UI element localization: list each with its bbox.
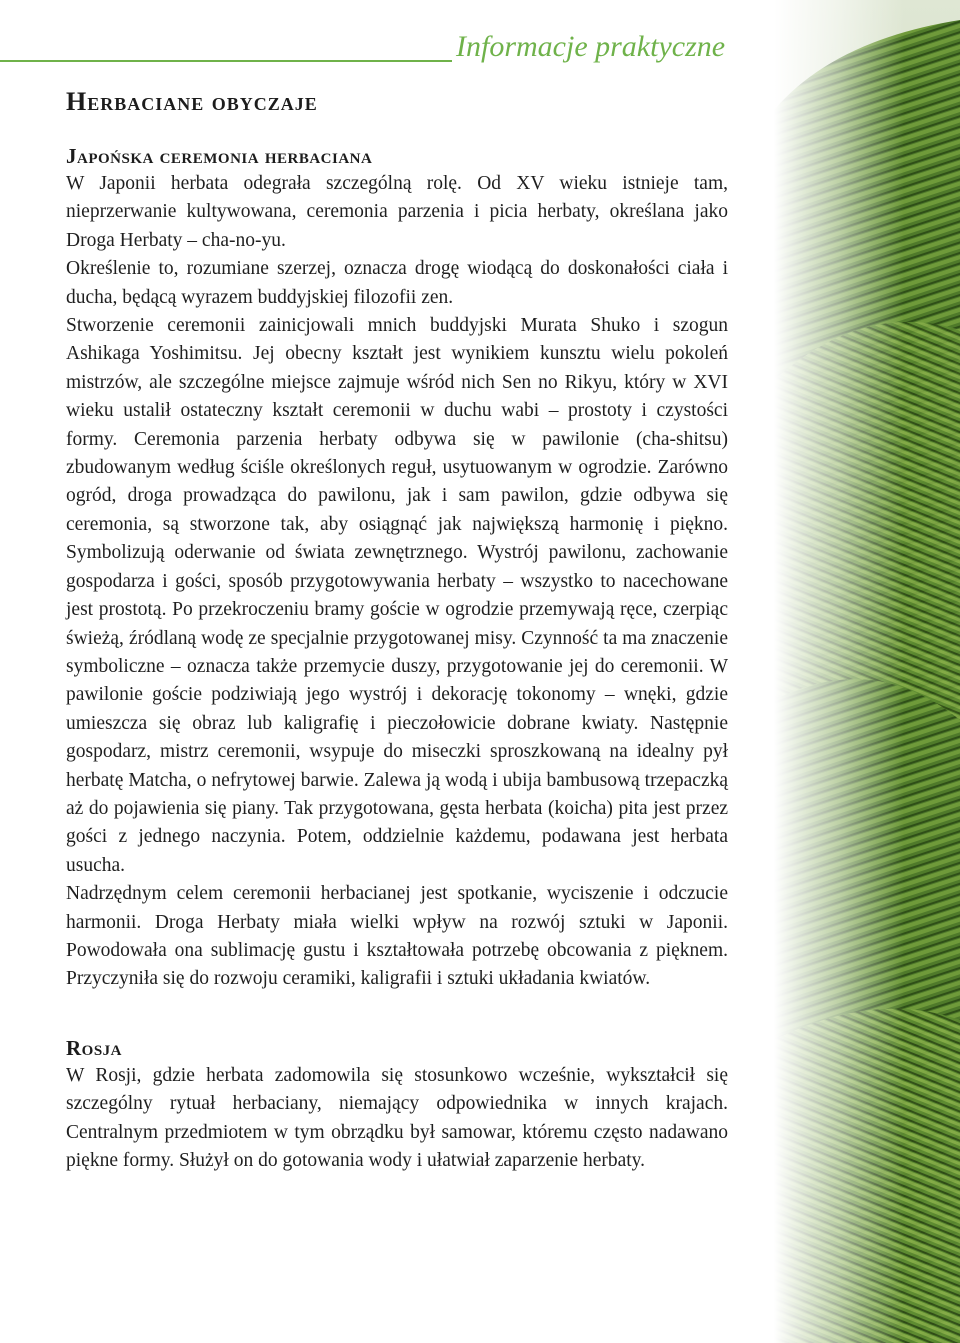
paragraph: Stworzenie ceremonii zainicjowali mnich buddyjski Murata Shuko i szogun Ashikaga Yoshimitsu. Jej obecny kształt jest wynikiem kunsztu wielu pokoleń mistrzów, ale szczególne miejsce zajmuje wśród nich Sen no Rikyu, który w XVI wieku ustalił ostateczny kształt ceremonii w duchu wabi – prostoty i czystości formy. Ceremonia parzenia herbaty odbywa się w pawilonie (cha-shitsu) zbudowanym według ściśle określonych reguł, usytuowanym w ogrodzie. Zarówno ogród, droga prowadząca do pawilonu, jak i sam pawilon, gdzie odbywa się ceremonia, są stworzone tak, aby osiągnąć jak największą harmonię i piękno. Symbolizują oderwanie od świata zewnętrznego. Wystrój pawilonu, zachowanie gospodarza i gości, sposób przygotowywania herbaty – wszystko to nacechowane jest prostotą. Po przekroczeniu bramy goście w ogrodzie przemywają ręce, czerpiąc świeżą, źródlaną wodę ze specjalnie przygotowanej misy. Czynność ta ma znaczenie symboliczne – oznacza także przemycie duszy, przygotowanie jej do ceremonii. W pawilonie goście podziwiają jego wystrój i dekorację tokonomy – wnęki, gdzie umieszcza się obraz lub kaligrafię i pieczołowicie dobrane kwiaty. Następnie gospodarz, mistrz ceremonii, wsypuje do miseczki sproszkowaną na idealny pył herbatę Matcha, o nefrytowej barwie. Zalewa ją wodą i ubija bambusową trzepaczką aż do pojawienia się piany. Tak przygotowana, gęsta herbata (koicha) pita jest przez gości z jednego naczynia. Potem, oddzielnie każdemu, podawana jest herbata usucha. — [66, 315, 728, 876]
section-label: Informacje praktyczne — [456, 30, 726, 63]
paragraph: W Japonii herbata odegrała szczególną rolę. Od XV wieku istnieje tam, nieprzerwanie kultywowana, ceremonia parzenia i picia herbaty, określana jako Droga Herbaty – cha-no-yu. — [66, 173, 728, 251]
page-title: Herbaciane obyczaje — [66, 87, 318, 116]
paragraph: Nadrzędnym celem ceremonii herbacianej jest spotkanie, wyciszenie i odczucie harmonii. Droga Herbaty miała wielki wpływ na rozwój sztuki w Japonii. Powodowała ona sublimację gustu i kształtowała potrzebę obcowania z pięknem. Przyczyniła się do rozwoju ceramiki, kaligrafii i sztuki układania kwiatów. — [66, 883, 728, 990]
article — [66, 84, 728, 1175]
paragraph: Określenie to, rozumiane szerzej, oznacza drogę wiodącą do doskonałości ciała i ducha, będącą wyrazem buddyjskiej filozofii zen. — [66, 258, 728, 308]
header-rule — [0, 60, 452, 62]
tea-plantation-photo — [774, 0, 960, 1343]
section-heading-russia: Rosja — [66, 1035, 123, 1060]
section-heading-japan: Japońska ceremonia herbaciana — [66, 144, 373, 168]
paragraph: W Rosji, gdzie herbata zadomowila się stosunkowo wcześnie, wykształcił się szczególny rytuał herbaciany, niemający odpowiednika w innych krajach. Centralnym przedmiotem w tym obrządku był samowar, któremu często nadawano piękne formy. Służył on do gotowania wody i ułatwiał zaparzenie herbaty. — [66, 1064, 728, 1171]
